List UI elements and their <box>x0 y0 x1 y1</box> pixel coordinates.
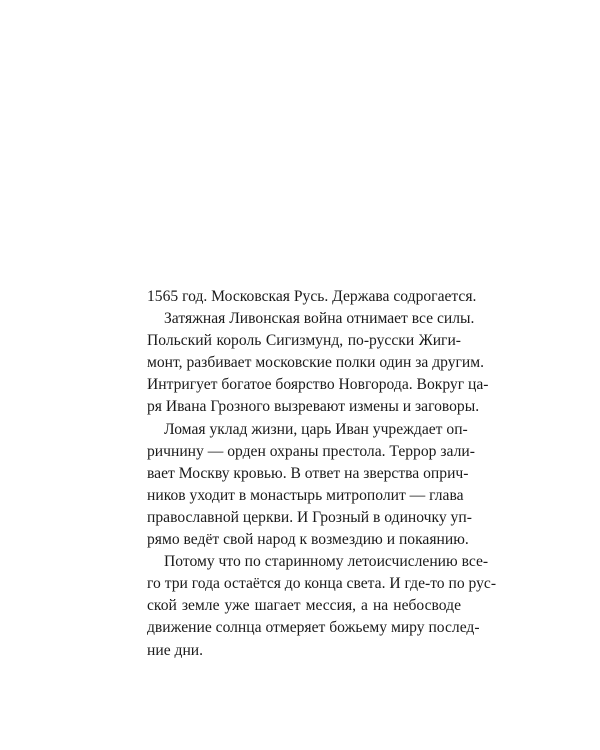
text-line: ской земле уже шагает мессия, а на небосводе <box>147 597 461 615</box>
text-line: ников уходит в монастырь митрополит — глава <box>147 486 464 504</box>
text-line: Потому что по старинному летоисчислению все- <box>164 553 489 571</box>
text-line: го три года остаётся до конца света. И где-то по рус- <box>147 575 497 593</box>
annotation-text <box>147 286 497 662</box>
text-line: 1565 год. Московская Русь. Держава содрогается. <box>147 288 477 305</box>
text-line: монт, разбивает московские полки один за другим. <box>147 354 485 372</box>
text-line: Затяжная Ливонская война отнимает все силы. <box>164 310 475 328</box>
paragraph <box>147 419 475 552</box>
text-line: движение солнца отмеряет божьему миру послед- <box>147 619 480 637</box>
text-line: православной церкви. И Грозный в одиночку уп- <box>147 508 472 526</box>
text-line: Ломая уклад жизни, царь Иван учреждает оп- <box>164 420 468 438</box>
paragraph <box>147 308 489 418</box>
text-line: вает Москву кровью. В ответ на зверства оприч- <box>147 464 469 482</box>
text-line: Польский король Сигизмунд, по-русски Жиги- <box>147 332 461 350</box>
text-line: Интригует богатое боярство Новгорода. Вокруг ца- <box>147 376 489 394</box>
paragraph <box>147 286 477 308</box>
text-line: ричнину — орден охраны престола. Террор зали- <box>147 442 475 460</box>
text-line: ря Ивана Грозного вызревают измены и заговоры. <box>147 398 480 416</box>
paragraph <box>147 551 497 661</box>
text-line: ние дни. <box>147 641 204 659</box>
text-line: рямо ведёт свой народ к возмездию и покаянию. <box>147 531 469 549</box>
